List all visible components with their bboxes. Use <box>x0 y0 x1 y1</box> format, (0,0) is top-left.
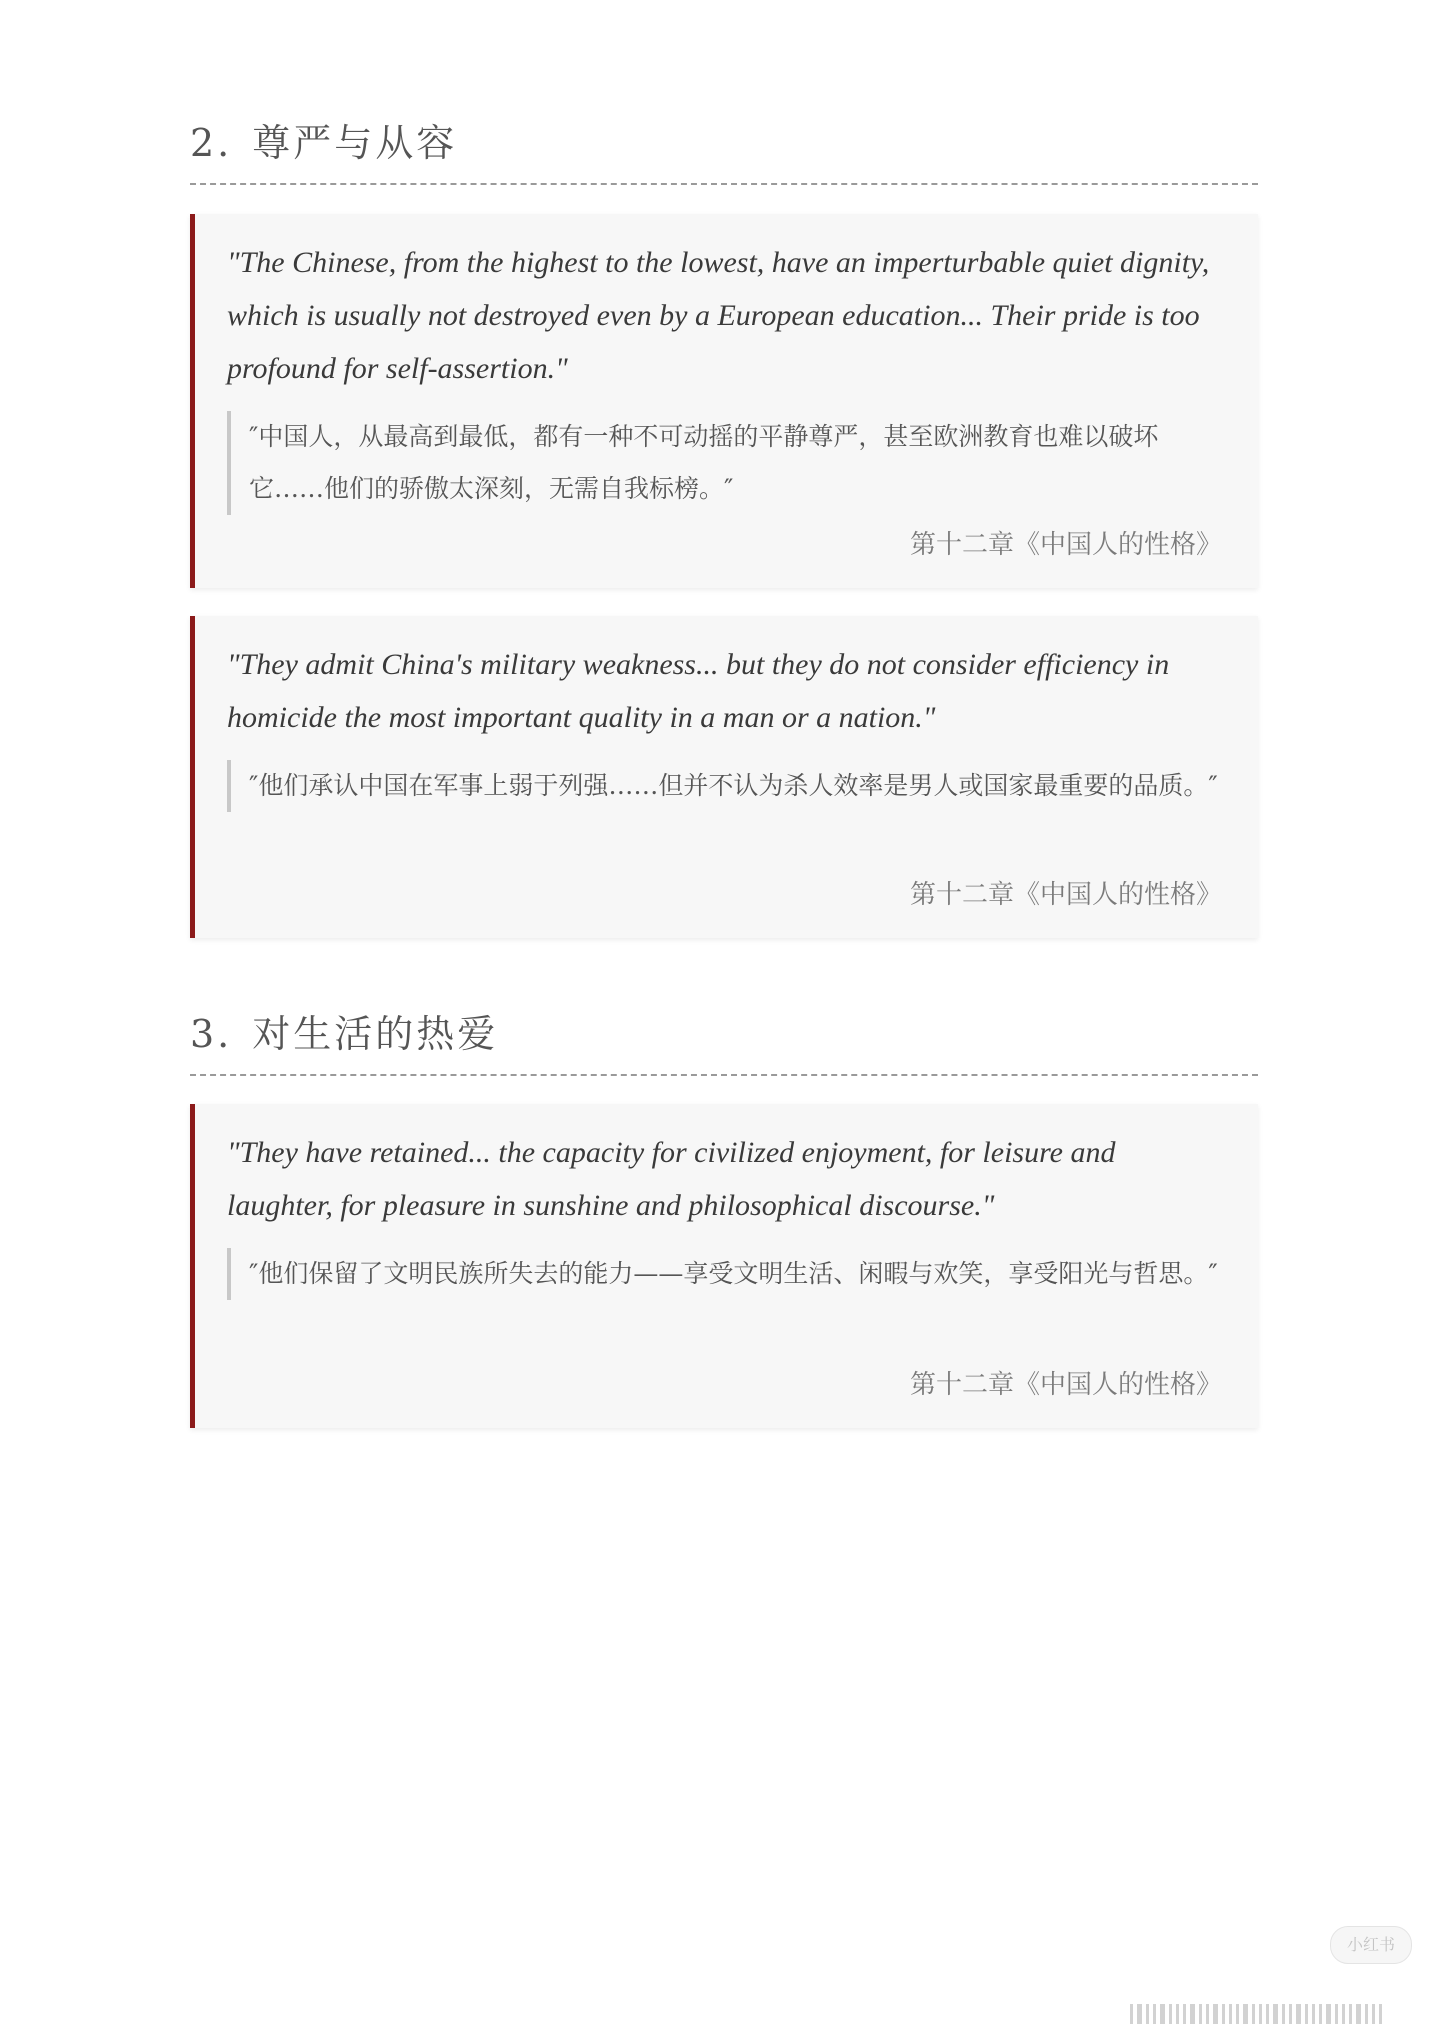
quote-card <box>190 1104 1258 1428</box>
quote-source: 第十二章《中国人的性格》 <box>909 530 1222 560</box>
quote-card <box>190 616 1258 938</box>
section-divider <box>190 183 1258 185</box>
quote-chinese: ″中国人，从最高到最低，都有一种不可动摇的平静尊严，甚至欧洲教育也难以破坏它……他们的骄傲太深刻，无需自我标榜。″ <box>227 411 1222 515</box>
quote-english: "They admit China's military weakness... but they do not consider efficiency in homicide the most important quality in a man or a nation." <box>227 648 1170 734</box>
quote-source: 第十二章《中国人的性格》 <box>909 880 1222 910</box>
section-heading <box>190 1003 1258 1058</box>
quote-chinese: ″他们保留了文明民族所失去的能力——享受文明生活、闲暇与欢笑，享受阳光与哲思。″ <box>227 1248 1222 1300</box>
quote-source: 第十二章《中国人的性格》 <box>909 1370 1222 1400</box>
quote-english: "The Chinese, from the highest to the lowest, have an imperturbable quiet dignity, which is usually not destroyed even by a European education... Their pride is too profound for self-assertion." <box>227 246 1210 385</box>
section-title: 尊严与从容 <box>252 121 458 165</box>
xiaohongshu-watermark: 小红书 <box>1330 1926 1412 1964</box>
section-number: 3. <box>190 1012 233 1056</box>
section-number: 2. <box>190 121 233 165</box>
quote-chinese: ″他们承认中国在军事上弱于列强……但并不认为杀人效率是男人或国家最重要的品质。″ <box>227 760 1222 812</box>
quote-english: "They have retained... the capacity for civilized enjoyment, for leisure and laughter, for pleasure in sunshine and philosophical discourse." <box>227 1136 1116 1222</box>
section-title: 对生活的热爱 <box>252 1012 499 1056</box>
section-heading <box>190 112 1258 167</box>
quote-card <box>190 214 1258 588</box>
section-divider <box>190 1074 1258 1076</box>
barcode-strip <box>1130 2004 1400 2024</box>
